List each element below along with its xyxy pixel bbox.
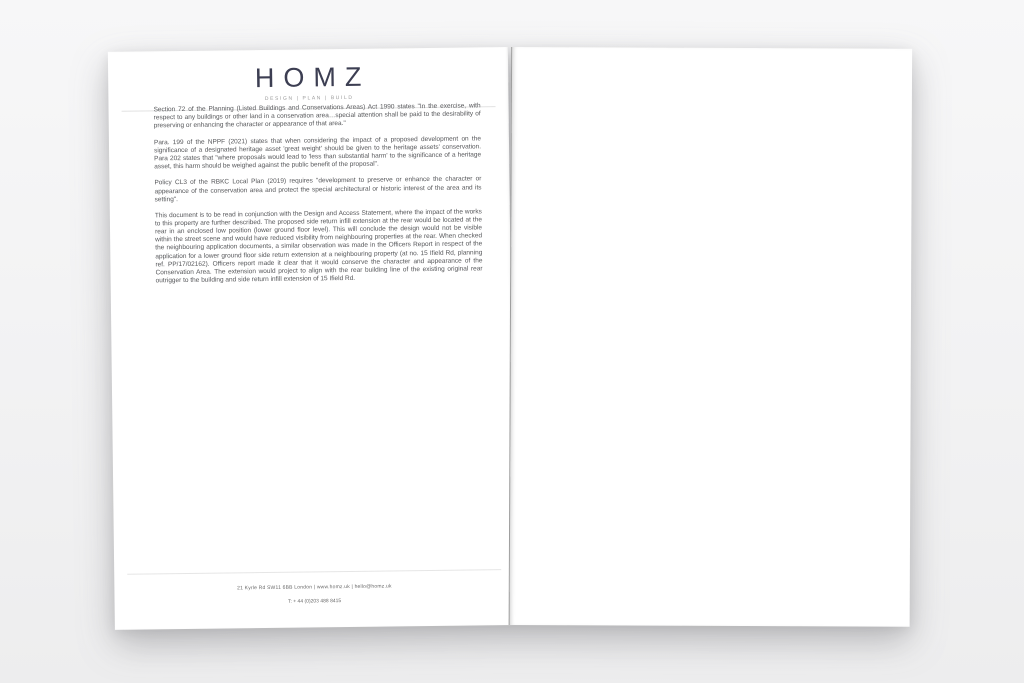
brand-tagline: DESIGN | PLAN | BUILD xyxy=(264,94,354,102)
document-spread xyxy=(111,47,911,628)
paragraph: Section 72 of the Planning (Listed Buildings and Conservations Areas) Act 1990 states "In the exercise, with respect to any buildings or other land in a conservation area…special attention shall be paid to the desirability of preserving or enhancing the character or appearance of that area." xyxy=(153,102,481,130)
page-right xyxy=(509,47,913,627)
footer-phone: T: + 44 (0)203 488 8415 xyxy=(287,598,342,605)
document-body xyxy=(154,102,483,293)
brand-logo: HOMZ xyxy=(254,61,371,94)
page-footer xyxy=(127,569,501,607)
footer-divider xyxy=(127,569,501,575)
paragraph: Para. 199 of the NPPF (2021) states that when considering the impact of a proposed development on the significance of a designated heritage asset 'great weight' should be given to the heritage assets' conservation. Para 202 states that "where proposals would lead to 'less than substantial harm' to the significance of a heritage asset, this harm should be weighed against the public benefit of the proposal". xyxy=(153,135,482,171)
footer-address: 21 Kyrle Rd SW11 6BB London | www.homz.uk | hello@homz.uk xyxy=(237,583,392,592)
page-left xyxy=(108,47,515,630)
paragraph: Policy CL3 of the RBKC Local Plan (2019) requires "development to preserve or enhance the character or appearance of the conservation area and protect the special architectural or historic interest of the area and its setting". xyxy=(154,175,482,203)
paragraph: This document is to be read in conjunction with the Design and Access Statement, where the impact of the works to this property are further described. The proposed side return infill extension at the rear would be located at the rear in an enclosed low position (lower ground floor level). This will conclude the design would not be visible within the street scene and would have reduced visibility from neighbouring properties at the rear. When checked the neighbouring application documents, a similar observation was made in the Officers Report in respect of the application for a lower ground floor side return extension at a neighbouring property (at no. 15 Ifield Rd, planning ref. PP/17/02162). Officers report made it clear that it would conserve the character and appearance of the Conservation Area. The extension would project to align with the rear building line of the existing original rear outrigger to the building and side return infill extension of 15 Ifield Rd. xyxy=(154,208,483,285)
